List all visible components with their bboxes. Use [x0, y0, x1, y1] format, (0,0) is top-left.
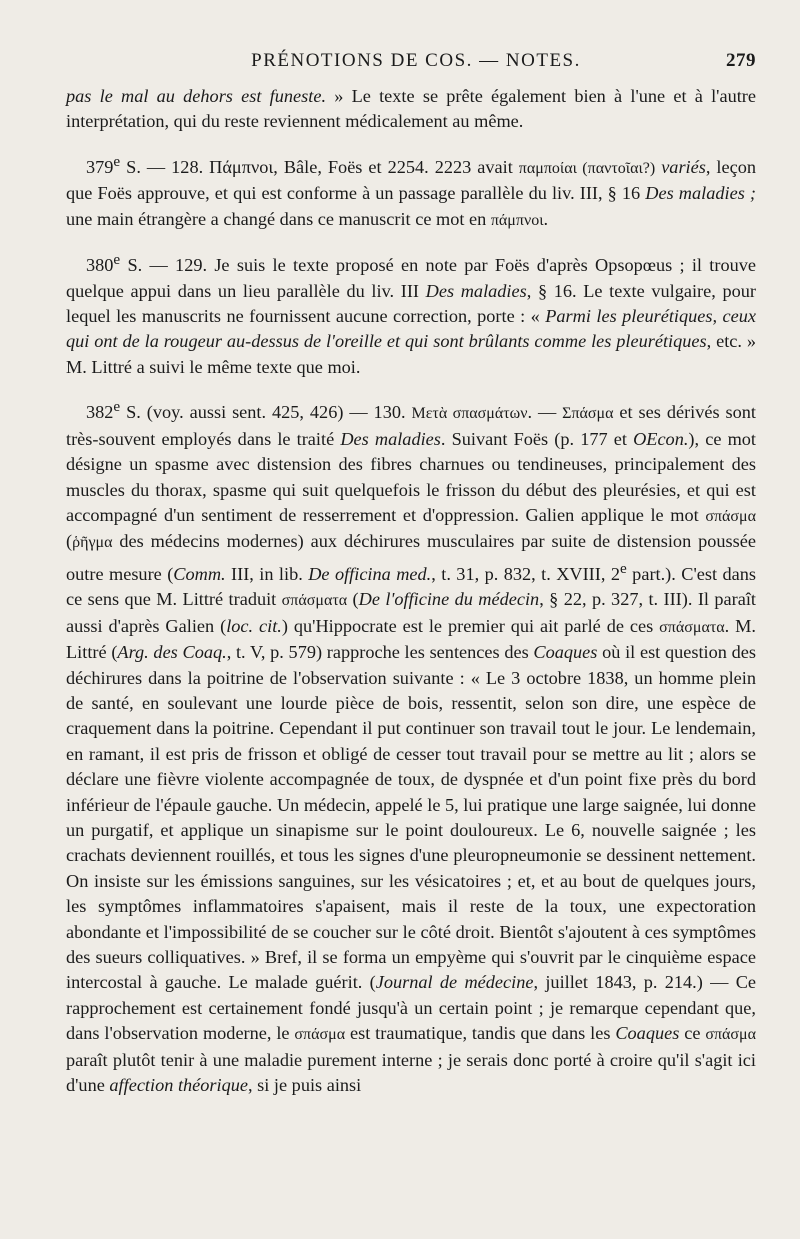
ordinal-suffix: e: [113, 398, 121, 416]
note-379: [66, 149, 756, 233]
italic-text: Parmi les pleurétiques, ceux qui ont de la rougeur au-dessus de l'oreille et qui sont brûlants comme les pleurétiques: [66, 306, 756, 352]
italic-text: Arg. des Coaq.: [117, 642, 227, 663]
paragraph-text: ce: [679, 1023, 706, 1044]
paragraph-text: , t. 31, p. 832, t. XVIII, 2: [431, 563, 620, 584]
paragraph-text: , § 22, p. 327, t. III). Il paraît aussi d'après Galien (: [66, 589, 757, 636]
greek-text: παμποίαι (παντοῖαι?): [518, 159, 656, 177]
paragraph-text: ) qu'Hippocrate est le premier qui ait parlé de ces: [281, 615, 660, 636]
paragraph-text: une main étrangère a changé dans ce manuscrit ce mot en: [66, 208, 491, 229]
paragraph-text: . Suivant Foës (p. 177 et: [440, 428, 634, 449]
paragraph-text: où il est question des déchirures dans la poitrine de l'observation suivante : « Le 3 octobre 1838, un homme plein de santé, en soulevant une lourde pièce de bois, ressentit, selon son dire, une espèce de craquement dans la poitrine. Cependant il put continuer son travail tout le jour. Le lendemain, en ramant, il est pris de frisson et obligé de cesser tout travail pour se mettre au lit ; alors se déclare une fièvre violente accompagnée de toux, de dyspnée et d'un point fixe près du bord inférieur de l'épaule gauche. Un médecin, appelé le 5, lui pratique une large saignée, lui donne un purgatif, et applique un sinapisme sur le point douloureux. Le 6, nouvelle saignée ; les crachats deviennent rouillés, et tous les signes d'une pleuropneumonie se dessinent nettement. On insiste sur les émissions sanguines, sur les vésicatoires ; et, et au bout de quelques jours, les symptômes inflammatoires s'apaisent, mais il reste de la toux, une expectoration abondante et l'impossibilité de se coucher sur le côté droit. Bientôt s'ajoutent à ces symptômes des sueurs colliquatives. » Bref, il se forma un empyème qui s'ouvrit par le cinquième espace intercostal à gauche. Le malade guérit. (: [66, 642, 756, 993]
paragraph-text: S. — 129. Je suis le texte proposé en note par Foës d'après Opsopœus ; il trouve quelque appui dans un lieu parallèle du liv. III: [66, 255, 756, 301]
greek-text: σπάσμα: [705, 1026, 756, 1044]
paragraph-text: . —: [527, 402, 563, 423]
running-title: PRÉNOTIONS DE COS. — NOTES.: [251, 50, 581, 71]
ordinal-suffix: e: [113, 251, 121, 269]
italic-text: Comm.: [173, 563, 226, 584]
paragraph-text: , si je puis ainsi: [248, 1075, 362, 1095]
italic-text: loc. cit.: [226, 615, 282, 636]
note-380: [66, 247, 756, 380]
note-382: [66, 394, 756, 1098]
paragraph-text: , juillet 1843, p. 214.) — Ce rapprochement est certainement fondé jusqu'à un certain point ; je remarque cependant que, dans l'observation moderne, le: [66, 972, 756, 1044]
paragraph-text: III, in lib.: [225, 563, 309, 584]
italic-text: Coaques: [615, 1023, 680, 1044]
italic-text: Coaques: [533, 642, 598, 663]
note-number: 382: [86, 402, 114, 423]
paragraph-text: S. — 128. Πάμπνοι, Bâle, Foës et 2254. 2223 avait: [120, 156, 519, 177]
paragraph-text: part.). C'est dans ce sens que M. Littré traduit: [66, 563, 756, 610]
italic-text: Des maladies: [340, 428, 441, 449]
paragraph-text: , t. V, p. 579) rapproche les sentences des: [226, 642, 534, 663]
paragraph-text: paraît plutôt tenir à une maladie purement interne ; je serais donc porté à croire qu'il s'agit ici d'une: [66, 1049, 756, 1095]
paragraph-text: (: [347, 589, 359, 610]
paragraph-text: est traumatique, tandis que dans les: [345, 1023, 616, 1044]
italic-text: Journal de médecine: [375, 972, 534, 993]
italic-text: De officina med.: [308, 563, 432, 584]
greek-text: Σπάσμα: [562, 405, 614, 423]
greek-text: σπάσματα: [281, 592, 348, 610]
note-number: 379: [86, 156, 114, 177]
italic-text: affection théorique: [109, 1075, 249, 1095]
ordinal-suffix: e: [113, 152, 121, 170]
paragraph-text: S. (voy. aussi sent. 425, 426) — 130.: [120, 402, 412, 423]
paragraph-text: , etc. » M. Littré a suivi le même texte que moi.: [66, 331, 756, 377]
paragraph-text: des médecins modernes) aux déchirures musculaires par suite de distension poussée outre mesure (: [66, 531, 756, 584]
paragraph-text: (: [66, 531, 73, 552]
italic-text: De l'officine du médecin: [358, 589, 540, 610]
paragraph-text: ), ce mot désigne un spasme avec distension des fibres charnues ou tendineuses, principalement des muscles du thorax, spasme qui suit quelquefois le frisson du début des pleurésies, et qui est accompagné d'un sentiment de resserrement et d'oppression. Galien applique le mot: [66, 428, 757, 525]
greek-text: σπάσμα: [705, 507, 756, 525]
italic-text: pas le mal au dehors est funeste.: [66, 86, 327, 106]
greek-text: σπάσμα: [294, 1026, 346, 1044]
ordinal-suffix: e: [620, 559, 627, 577]
paragraph-text: , § 16. Le texte vulgaire, pour lequel les manuscrits ne fournissent aucune correction, porte : «: [66, 280, 756, 327]
note-number: 380: [86, 255, 114, 276]
paragraph-text: » Le texte se prête également bien à l'une et à l'autre interprétation, qui du reste reviennent médicalement au même.: [66, 86, 757, 132]
italic-text: Des maladies: [425, 280, 527, 301]
greek-text: σπάσματα: [659, 618, 725, 636]
italic-text: variés: [661, 156, 706, 177]
paragraph-text: , leçon que Foës approuve, et qui est conforme à un passage parallèle du liv. III, § 16: [66, 156, 757, 204]
paragraph-text: et ses dérivés sont très-souvent employés dans le traité: [66, 402, 757, 449]
greek-text: Μετὰ σπασμάτων: [411, 405, 528, 423]
continued-paragraph: [66, 84, 756, 135]
greek-text: πάμπνοι: [490, 211, 544, 229]
paragraph-text: . M. Littré (: [66, 615, 756, 663]
italic-text: OEcon.: [633, 428, 689, 449]
page-number: 279: [726, 50, 756, 71]
greek-text: ῥῆγμα: [72, 534, 113, 552]
paragraph-text: .: [543, 208, 549, 229]
italic-text: Des maladies ;: [645, 183, 756, 204]
running-header: [66, 50, 756, 72]
